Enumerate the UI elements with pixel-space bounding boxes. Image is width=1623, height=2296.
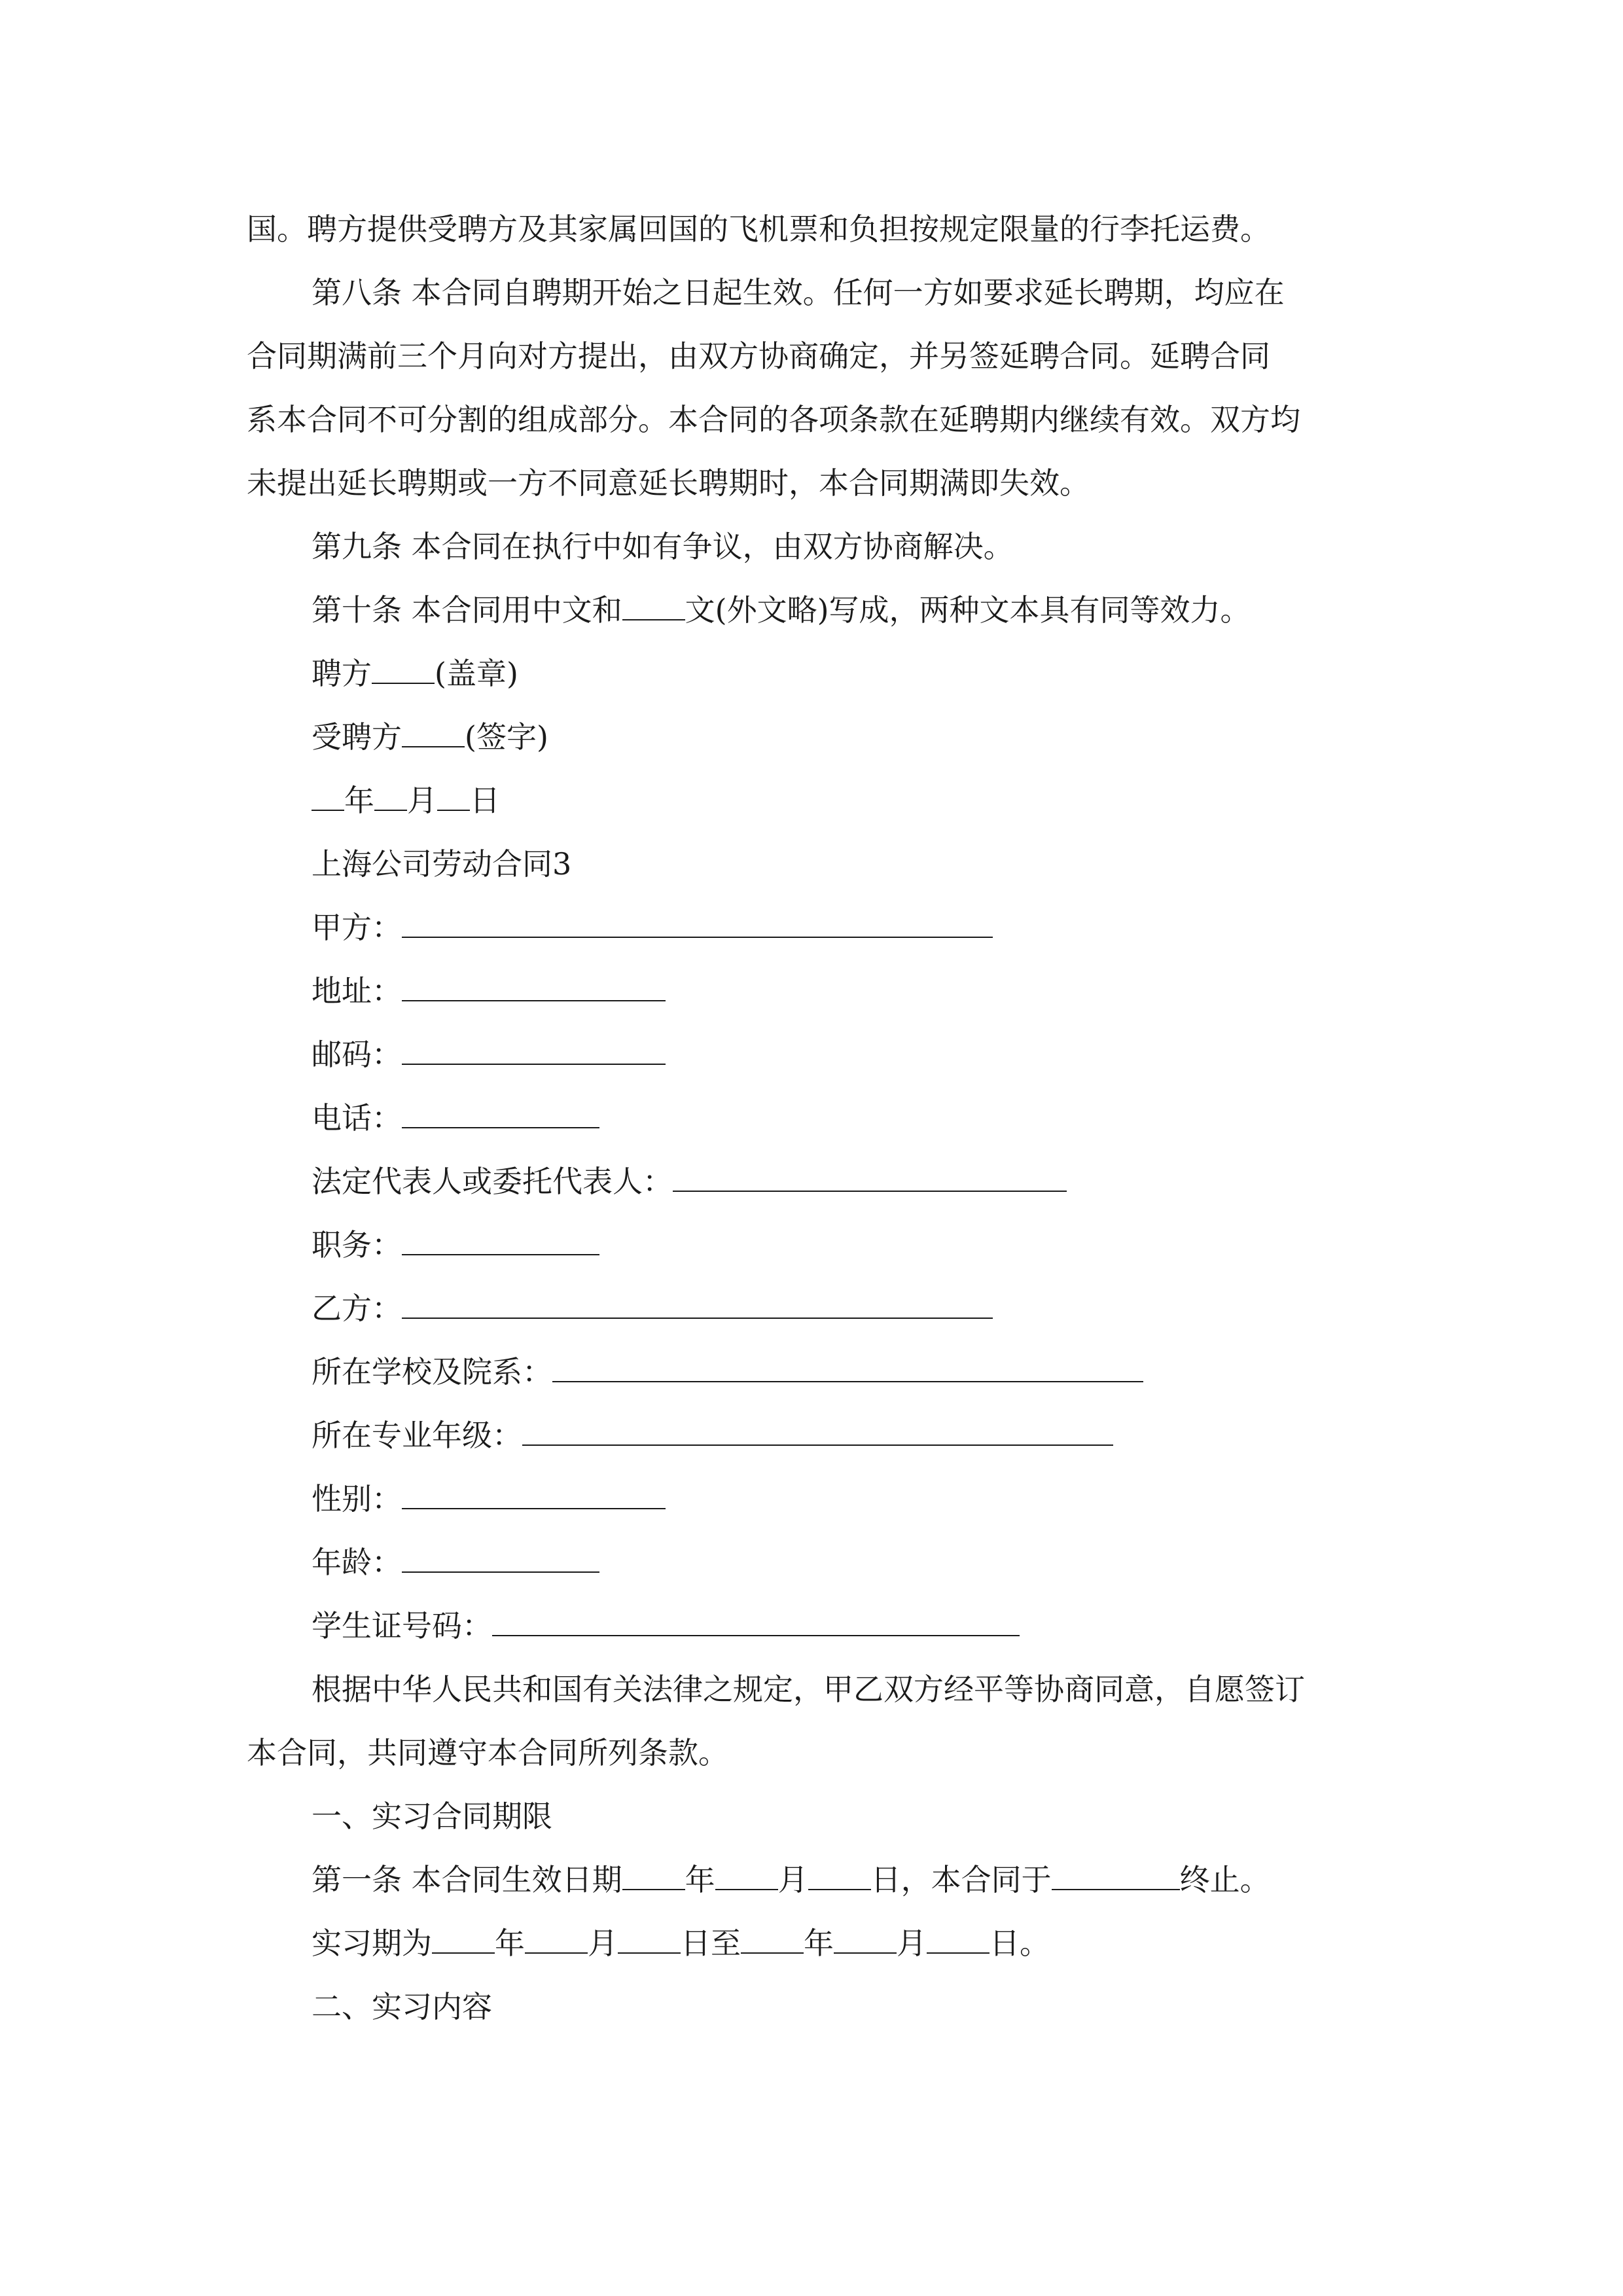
article-9-line: 第九条 本合同在执行中如有争议，由双方协商解决。 bbox=[312, 529, 1014, 564]
field-party-a bbox=[312, 908, 993, 947]
field-label: 年龄： bbox=[312, 1545, 402, 1580]
article-10-line bbox=[312, 590, 1251, 630]
field-label: 学生证号码： bbox=[312, 1608, 492, 1643]
field-address bbox=[312, 971, 666, 1011]
field-label: 性别： bbox=[312, 1481, 402, 1516]
signature-note: (签字) bbox=[465, 719, 548, 755]
internship-period-line bbox=[312, 1924, 1050, 1963]
contract-title: 上海公司劳动合同3 bbox=[312, 846, 572, 882]
day-label: 日。 bbox=[990, 1926, 1050, 1961]
employer-signature-line bbox=[312, 654, 518, 693]
day-blank[interactable] bbox=[808, 1860, 871, 1890]
year-label: 年 bbox=[804, 1926, 834, 1961]
employer-label: 聘方 bbox=[312, 656, 372, 691]
field-major bbox=[312, 1416, 1113, 1455]
period-label: 实习期为 bbox=[312, 1926, 432, 1961]
field-label: 所在专业年级： bbox=[312, 1418, 522, 1453]
field-label: 邮码： bbox=[312, 1037, 402, 1072]
preamble-line-2: 本合同，共同遵守本合同所列条款。 bbox=[247, 1735, 728, 1770]
field-blank[interactable] bbox=[402, 1098, 599, 1128]
paragraph-line: 系本合同不可分割的组成部分。本合同的各项条款在延聘期内继续有效。双方均 bbox=[247, 402, 1300, 437]
field-label: 职务： bbox=[312, 1227, 402, 1263]
field-blank[interactable] bbox=[402, 971, 666, 1001]
seal-note: (盖章) bbox=[435, 656, 518, 691]
field-student-id bbox=[312, 1606, 1020, 1645]
month-label: 月 bbox=[407, 783, 437, 818]
field-blank[interactable] bbox=[492, 1606, 1020, 1636]
month-blank[interactable] bbox=[374, 781, 407, 811]
field-label: 甲方： bbox=[312, 910, 402, 945]
field-blank[interactable] bbox=[402, 1543, 599, 1573]
section-2-heading: 二、实习内容 bbox=[312, 1989, 492, 2024]
end-date-blank[interactable] bbox=[1052, 1860, 1180, 1890]
start-month-blank[interactable] bbox=[525, 1924, 588, 1954]
end-label: 终止。 bbox=[1179, 1862, 1270, 1897]
field-blank[interactable] bbox=[402, 1035, 666, 1065]
day-label: 日，本合同于 bbox=[870, 1862, 1052, 1897]
field-age bbox=[312, 1543, 599, 1582]
field-position bbox=[312, 1225, 599, 1265]
field-gender bbox=[312, 1479, 666, 1518]
day-label: 日 bbox=[470, 783, 500, 818]
field-postcode bbox=[312, 1035, 666, 1074]
employee-signature-line bbox=[312, 717, 548, 757]
year-label: 年 bbox=[495, 1926, 525, 1961]
field-blank[interactable] bbox=[402, 908, 993, 938]
day-blank[interactable] bbox=[437, 781, 470, 811]
month-label: 月 bbox=[777, 1862, 808, 1897]
field-blank[interactable] bbox=[522, 1416, 1113, 1446]
month-blank[interactable] bbox=[715, 1860, 778, 1890]
language-blank[interactable] bbox=[622, 590, 685, 620]
field-representative bbox=[312, 1162, 1067, 1201]
article-1-text: 第一条 本合同生效日期 bbox=[312, 1862, 622, 1897]
article-8-line: 第八条 本合同自聘期开始之日起生效。任何一方如要求延长聘期，均应在 bbox=[312, 275, 1285, 310]
year-blank[interactable] bbox=[312, 781, 344, 811]
field-blank[interactable] bbox=[402, 1225, 599, 1255]
field-blank[interactable] bbox=[402, 1289, 993, 1319]
field-label: 法定代表人或委托代表人： bbox=[312, 1164, 673, 1199]
field-school bbox=[312, 1352, 1143, 1391]
field-blank[interactable] bbox=[673, 1162, 1067, 1192]
article-10-text-a: 第十条 本合同用中文和 bbox=[312, 592, 622, 628]
day-label: 日至 bbox=[681, 1926, 741, 1961]
article-1-line bbox=[312, 1860, 1270, 1899]
field-blank[interactable] bbox=[402, 1479, 666, 1509]
paragraph-line: 未提出延长聘期或一方不同意延长聘期时，本合同期满即失效。 bbox=[247, 465, 1090, 501]
field-label: 所在学校及院系： bbox=[312, 1354, 552, 1390]
end-year-blank[interactable] bbox=[741, 1924, 804, 1954]
article-10-text-b: 文(外文略)写成，两种文本具有同等效力。 bbox=[685, 592, 1251, 628]
end-day-blank[interactable] bbox=[927, 1924, 990, 1954]
employer-blank[interactable] bbox=[372, 654, 435, 684]
field-label: 电话： bbox=[312, 1100, 402, 1136]
employee-blank[interactable] bbox=[402, 717, 465, 747]
preamble-line-1: 根据中华人民共和国有关法律之规定，甲乙双方经平等协商同意，自愿签订 bbox=[312, 1672, 1305, 1707]
start-year-blank[interactable] bbox=[432, 1924, 495, 1954]
month-label: 月 bbox=[588, 1926, 618, 1961]
month-label: 月 bbox=[897, 1926, 927, 1961]
paragraph-line: 国。聘方提供受聘方及其家属回国的飞机票和负担按规定限量的行李托运费。 bbox=[247, 211, 1270, 247]
start-day-blank[interactable] bbox=[618, 1924, 681, 1954]
field-party-b bbox=[312, 1289, 993, 1328]
date-line bbox=[312, 781, 500, 820]
field-blank[interactable] bbox=[552, 1352, 1143, 1382]
field-label: 地址： bbox=[312, 973, 402, 1009]
field-phone bbox=[312, 1098, 599, 1138]
year-blank[interactable] bbox=[622, 1860, 685, 1890]
field-label: 乙方： bbox=[312, 1291, 402, 1326]
year-label: 年 bbox=[685, 1862, 715, 1897]
section-1-heading: 一、实习合同期限 bbox=[312, 1799, 552, 1834]
year-label: 年 bbox=[344, 783, 374, 818]
employee-label: 受聘方 bbox=[312, 719, 402, 755]
paragraph-line: 合同期满前三个月向对方提出，由双方协商确定，并另签延聘合同。延聘合同 bbox=[247, 338, 1270, 374]
end-month-blank[interactable] bbox=[834, 1924, 897, 1954]
